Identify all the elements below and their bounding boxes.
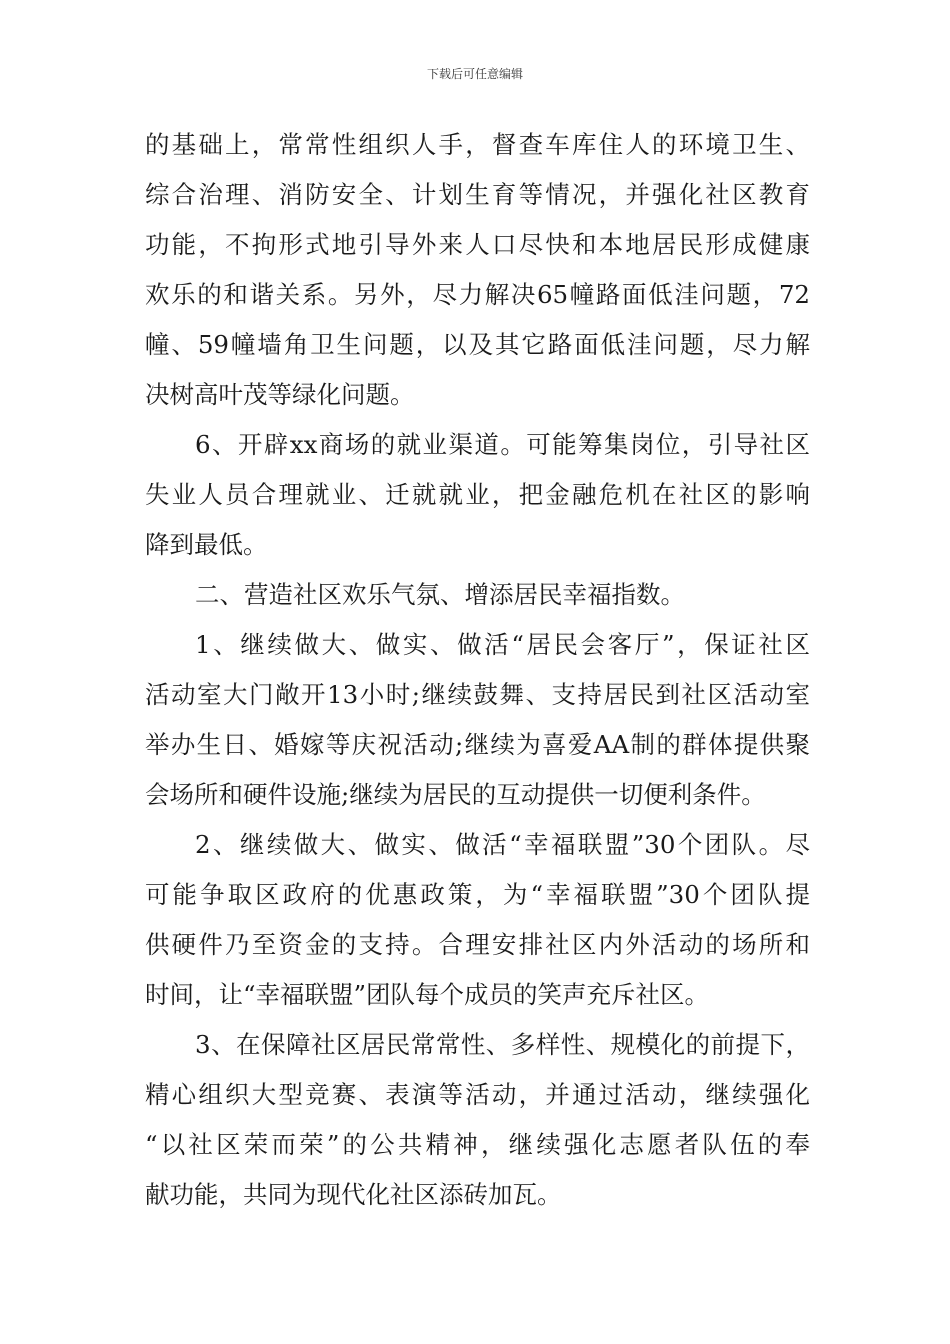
text-line: 精心组织大型竞赛、表演等活动，并通过活动，继续强化	[145, 1080, 810, 1109]
text-line: 供硬件乃至资金的支持。合理安排社区内外活动的场所和	[145, 930, 810, 959]
text-line: 献功能，共同为现代化社区添砖加瓦。	[145, 1180, 562, 1209]
paragraph-first-line: 1、继续做大、做实、做活“居民会客厅”，保证社区	[195, 630, 810, 659]
text-line: 降到最低。	[145, 530, 268, 559]
text-line: 会场所和硬件设施;继续为居民的互动提供一切便利条件。	[145, 780, 766, 809]
paragraph-first-line: 2、继续做大、做实、做活“幸福联盟”30个团队。尽	[195, 830, 810, 859]
text-line: 举办生日、婚嫁等庆祝活动;继续为喜爱AA制的群体提供聚	[145, 730, 810, 759]
text-line: 时间，让“幸福联盟”团队每个成员的笑声充斥社区。	[145, 980, 710, 1009]
text-line: 可能争取区政府的优惠政策，为“幸福联盟”30个团队提	[145, 880, 810, 909]
text-line: 的基础上，常常性组织人手，督查车库住人的环境卫生、	[145, 130, 810, 159]
section-heading: 二、营造社区欢乐气氛、增添居民幸福指数。	[195, 580, 685, 609]
page-header-watermark: 下载后可任意编辑	[426, 67, 523, 81]
text-line: 活动室大门敞开13小时;继续鼓舞、支持居民到社区活动室	[145, 680, 810, 709]
paragraph-first-line: 3、在保障社区居民常常性、多样性、规模化的前提下，	[195, 1030, 810, 1059]
paragraph-first-line: 6、开辟xx商场的就业渠道。可能筹集岗位，引导社区	[195, 430, 810, 459]
text-line: 幢、59幢墙角卫生问题，以及其它路面低洼问题，尽力解	[145, 330, 810, 359]
text-line: 决树高叶茂等绿化问题。	[145, 380, 415, 409]
text-line: 功能，不拘形式地引导外来人口尽快和本地居民形成健康	[145, 230, 810, 259]
text-line: 欢乐的和谐关系。另外，尽力解决65幢路面低洼问题，72	[145, 280, 810, 309]
text-line: “以社区荣而荣”的公共精神，继续强化志愿者队伍的奉	[145, 1130, 810, 1159]
document-body	[145, 120, 810, 1220]
text-line: 综合治理、消防安全、计划生育等情况，并强化社区教育	[145, 180, 810, 209]
text-line: 失业人员合理就业、迁就就业，把金融危机在社区的影响	[145, 480, 810, 509]
